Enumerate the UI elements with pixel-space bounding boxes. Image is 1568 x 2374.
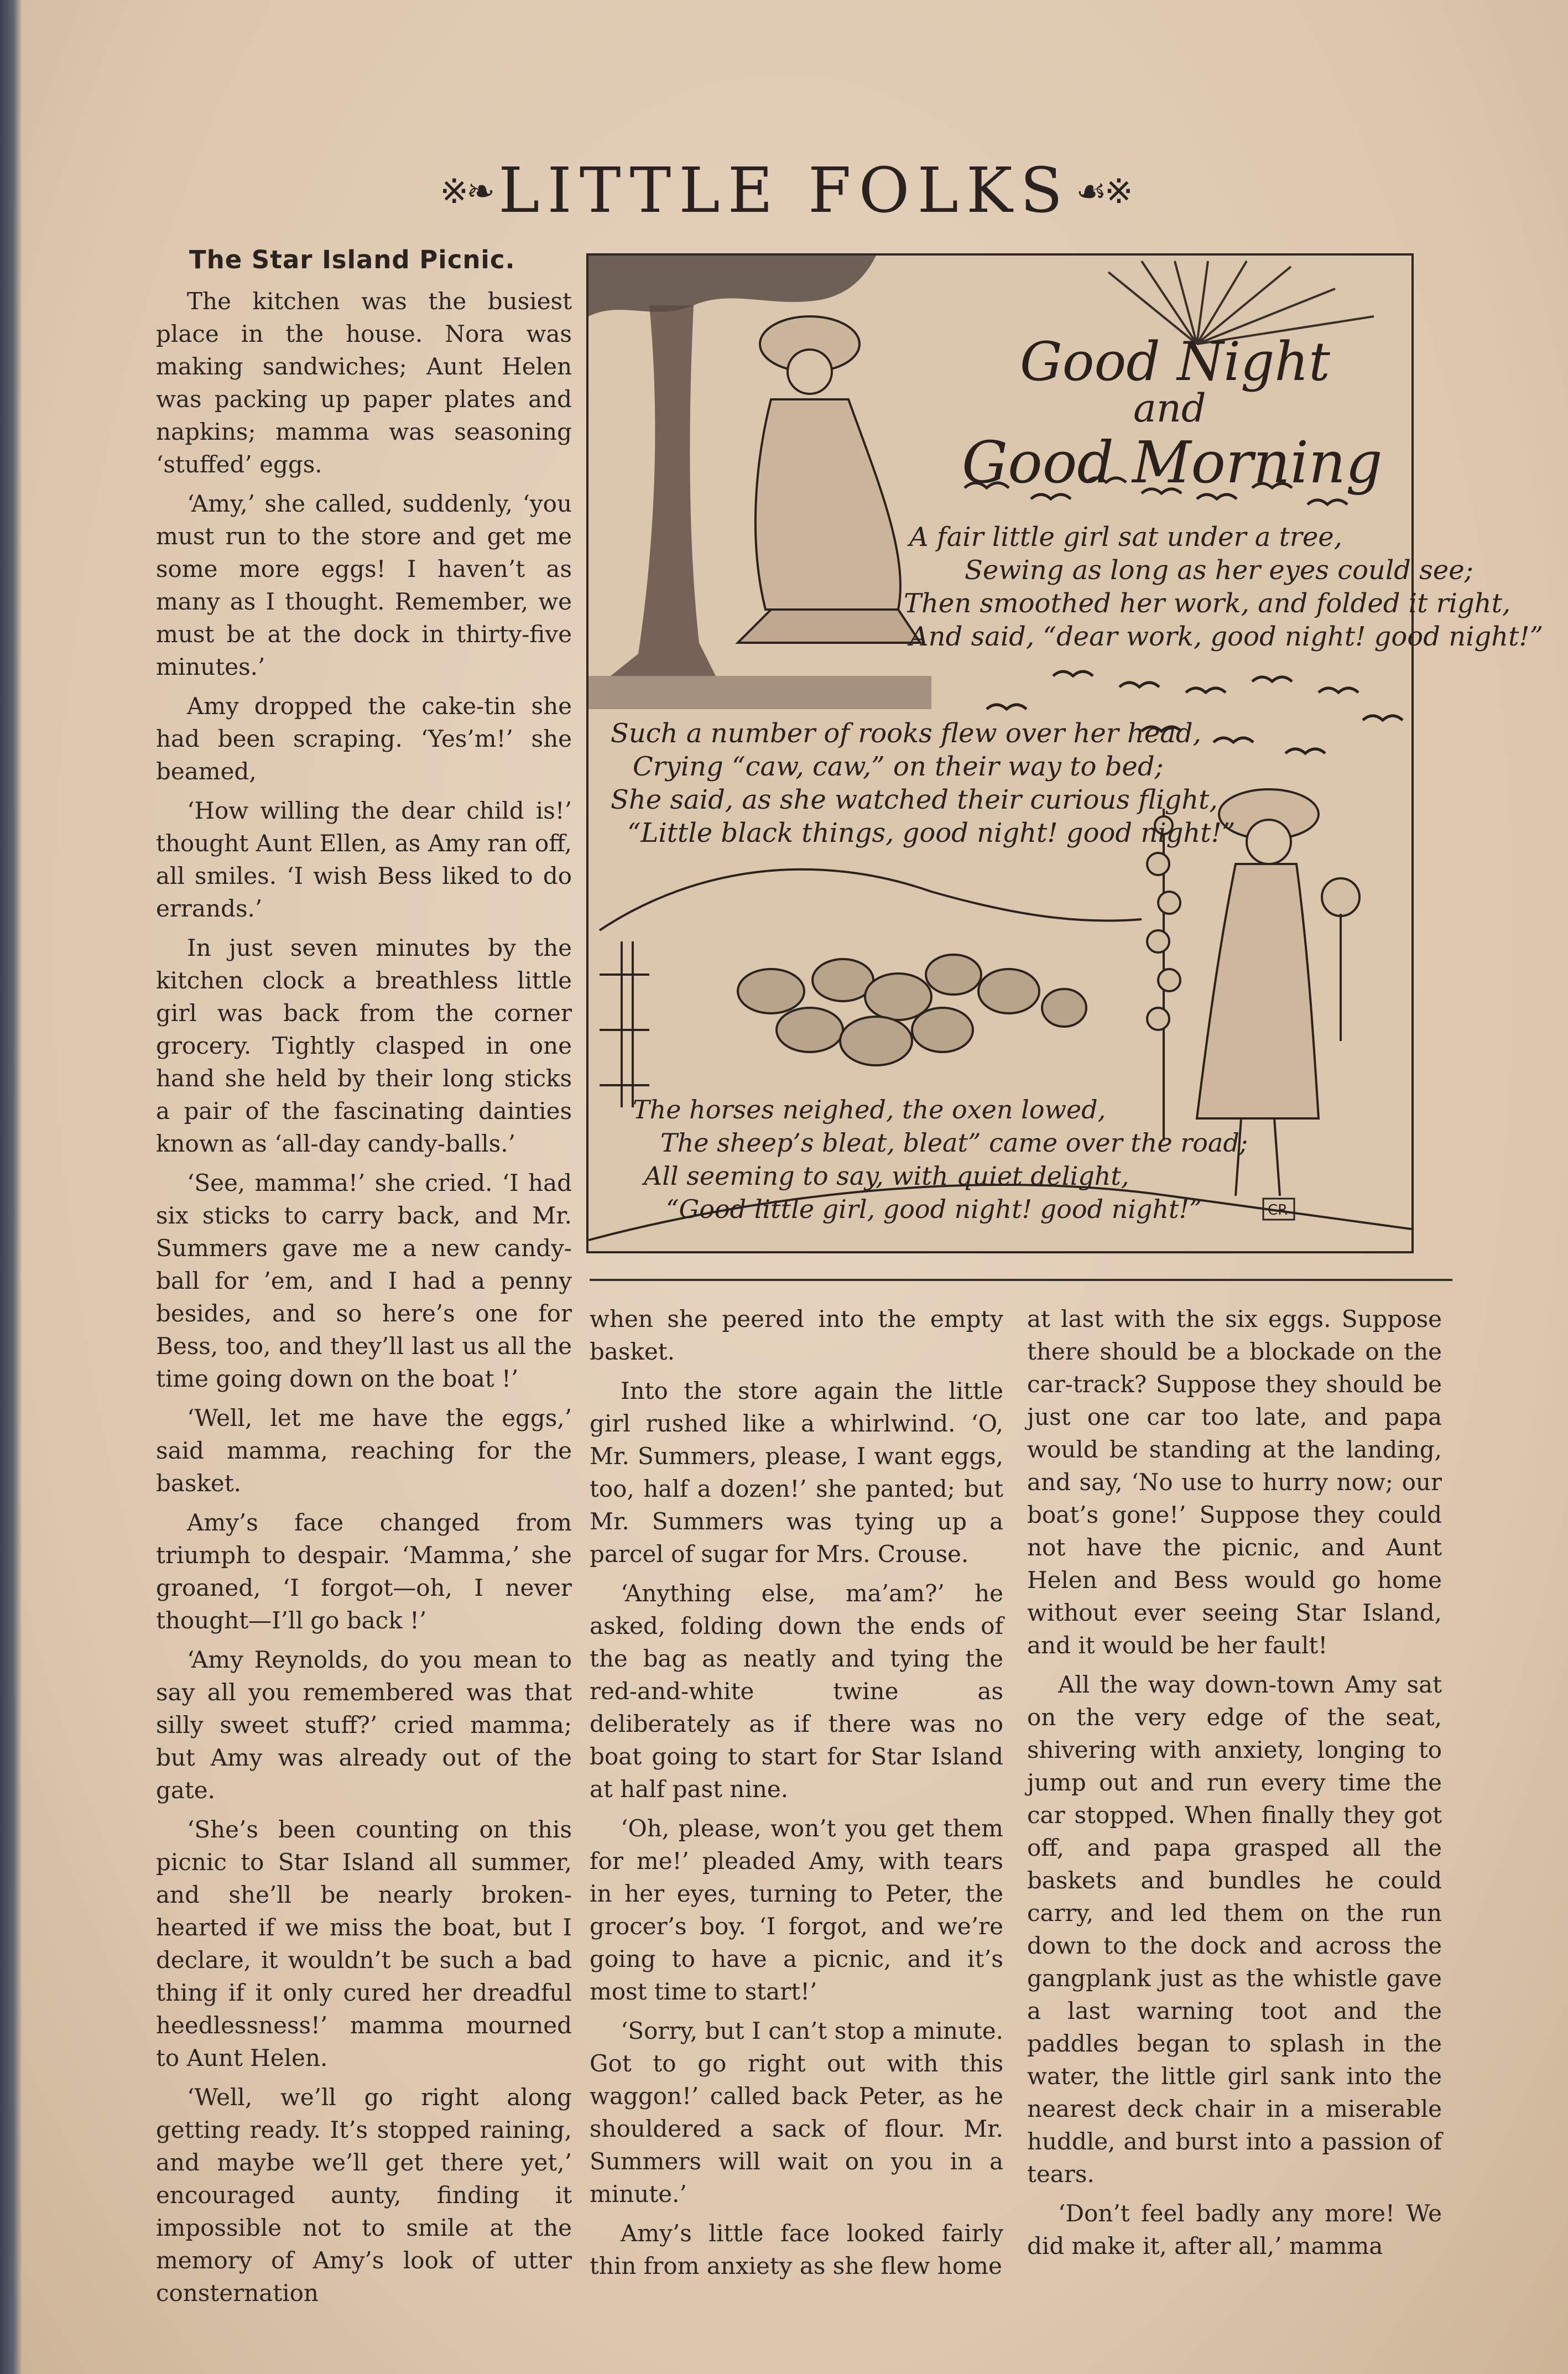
section-rule — [590, 1279, 1452, 1281]
grass — [588, 676, 931, 709]
stanza1-line2: Sewing as long as her eyes could see; — [965, 555, 1473, 586]
sheep-flock — [738, 955, 1086, 1065]
masthead — [332, 149, 1239, 232]
poem-title-line3: Good Morning — [962, 429, 1383, 496]
paragraph: ‘She’s been counting on this picnic to Star Island all summer, and she’ll be nearly broken-hearted if we miss the boat, but I declare, it wouldn’t be such a bad thing if it only cured her dreadful heedlessness!’ mamma mourned to Aunt Helen. — [156, 1816, 572, 2071]
paragraph: ‘Don’t feel badly any more! We did make it, after all,’ mamma — [1027, 2200, 1442, 2260]
sewing-girl — [738, 316, 920, 643]
poem-illustration — [586, 253, 1544, 1253]
stanza3-line2: The sheep’s bleat, bleat” came over the road; — [660, 1128, 1248, 1158]
paragraph: at last with the six eggs. Suppose there should be a blockade on the car-track? Suppose they should be just one car too late, and papa would be standing at the landing, and say, ‘No use to hurry now; our boat’s gone!’ Suppose they could not have the picnic, and Aunt Helen and Bess would go home without ever seeing Star Island, and it would be her fault! — [1027, 1305, 1442, 1659]
stanza2-line3: She said, as she watched their curious flight, — [611, 784, 1218, 815]
column-2 — [590, 1303, 1003, 2289]
paragraph: Into the store again the little girl rushed like a whirlwind. ‘O, Mr. Summers, please, I want eggs, too, half a dozen!’ she panted; but Mr. Summers was tying up a parcel of sugar for Mrs. Crouse. — [590, 1377, 1003, 1568]
paragraph: ‘Well, let me have the eggs,’ said mamma, reaching for the basket. — [156, 1404, 572, 1497]
paragraph: ‘Sorry, but I can’t stop a minute. Got to go right out with this waggon!’ called back Peter, as he shouldered a sack of flour. Mr. Summers will wait on you in a minute.’ — [590, 2017, 1003, 2208]
stanza1-line3: Then smoothed her work, and folded it right, — [904, 588, 1511, 619]
paragraph: ‘Amy,’ she called, suddenly, ‘you must run to the store and get me some more eggs! I haven’t as many as I thought. Remember, we must be at the dock in thirty-five minutes.’ — [156, 490, 572, 680]
paragraph: In just seven minutes by the kitchen clock a breathless little girl was back from the corner grocery. Tightly clasped in one hand she held by their long sticks a pair of the fascinating dainties known as ‘all-day candy-balls.’ — [156, 934, 572, 1157]
paragraph: ‘Anything else, ma’am?’ he asked, folding down the ends of the bag as neatly and tying the red-and-white twine as deliberately as if there was no boat going to start for Star Island at half past nine. — [590, 1580, 1003, 1803]
illustration-drawing — [588, 256, 1544, 1251]
paragraph: ‘Oh, please, won’t you get them for me!’ pleaded Amy, with tears in her eyes, turning to Peter, the grocer’s boy. ‘I forgot, and we’re going to have a picnic, and it’s most time to start!’ — [590, 1815, 1003, 2005]
stanza3-line1: The horses neighed, the oxen lowed, — [633, 1095, 1106, 1124]
column-3 — [1027, 1303, 1442, 2269]
stanza2-line2: Crying “caw, caw,” on their way to bed; — [633, 751, 1164, 782]
paragraph: ‘How willing the dear child is!’ thought Aunt Ellen, as Amy ran off, all smiles. ‘I wish Bess liked to do errands.’ — [156, 797, 572, 922]
stanza2-line1: Such a number of rooks flew over her head, — [611, 718, 1201, 749]
section-title: LITTLE FOLKS — [498, 155, 1071, 227]
stanza1-line1: A fair little girl sat under a tree, — [909, 522, 1342, 553]
stanza2-line4: “Little black things, good night! good night!” — [627, 818, 1236, 848]
artist-monogram: CR — [1268, 1202, 1288, 1219]
paragraph: Amy dropped the cake-tin she had been scraping. ‘Yes’m!’ she beamed, — [156, 693, 572, 785]
stanza3-line4: “Good little girl, good night! good night!” — [666, 1194, 1202, 1224]
paragraph: ‘See, mamma!’ she cried. ‘I had six sticks to carry back, and Mr. Summers gave me a new candy-ball for ’em, and I had a penny besides, and so here’s one for Bess, too, and they’ll last us all the time going down on the boat !’ — [156, 1169, 572, 1392]
binding-edge — [0, 0, 22, 2374]
paragraph: Amy’s little face looked fairly thin from anxiety as she flew home — [590, 2220, 1003, 2279]
poem-title-line2: and — [1133, 386, 1206, 431]
paragraph: Amy’s face changed from triumph to despair. ‘Mamma,’ she groaned, ‘I forgot—oh, I never thought—I’ll go back !’ — [156, 1509, 572, 1634]
paragraph: when she peered into the empty basket. — [590, 1305, 1003, 1365]
paragraph: ‘Amy Reynolds, do you mean to say all you remembered was that silly sweet stuff?’ cried mamma; but Amy was already out of the gate. — [156, 1646, 572, 1804]
stanza3-line3: All seeming to say, with quiet delight, — [644, 1161, 1129, 1191]
right-ornament: ☙※ — [1076, 170, 1131, 211]
paragraph: All the way down-town Amy sat on the very edge of the seat, shivering with anxiety, longing to jump out and run every time the car stopped. When finally they got off, and papa grasped all the baskets and bundles he could carry, and led them on the run down to the dock and across the gangplank just as the whistle gave a last warning toot and the paddles began to splash in the water, the little girl sank into the nearest deck chair in a miserable huddle, and burst into a passion of tears. — [1027, 1671, 1442, 2188]
paragraph: The kitchen was the busiest place in the house. Nora was making sandwiches; Aunt Helen was packing up paper plates and napkins; mamma was seasoning ‘stuffed’ eggs. — [156, 288, 572, 478]
poem-title-line1: Good Night — [1020, 331, 1330, 393]
story-title: The Star Island Picnic. — [189, 245, 515, 274]
stanza1-line4: And said, “dear work, good night! good night!” — [909, 621, 1544, 652]
left-ornament: ※❧ — [440, 170, 493, 211]
column-1 — [156, 243, 572, 2316]
paragraph: ‘Well, we’ll go right along getting ready. It’s stopped raining, and maybe we’ll get there yet,’ encouraged aunty, finding it impossible not to smile at the memory of Amy’s look of utter consternation — [156, 2084, 572, 2307]
